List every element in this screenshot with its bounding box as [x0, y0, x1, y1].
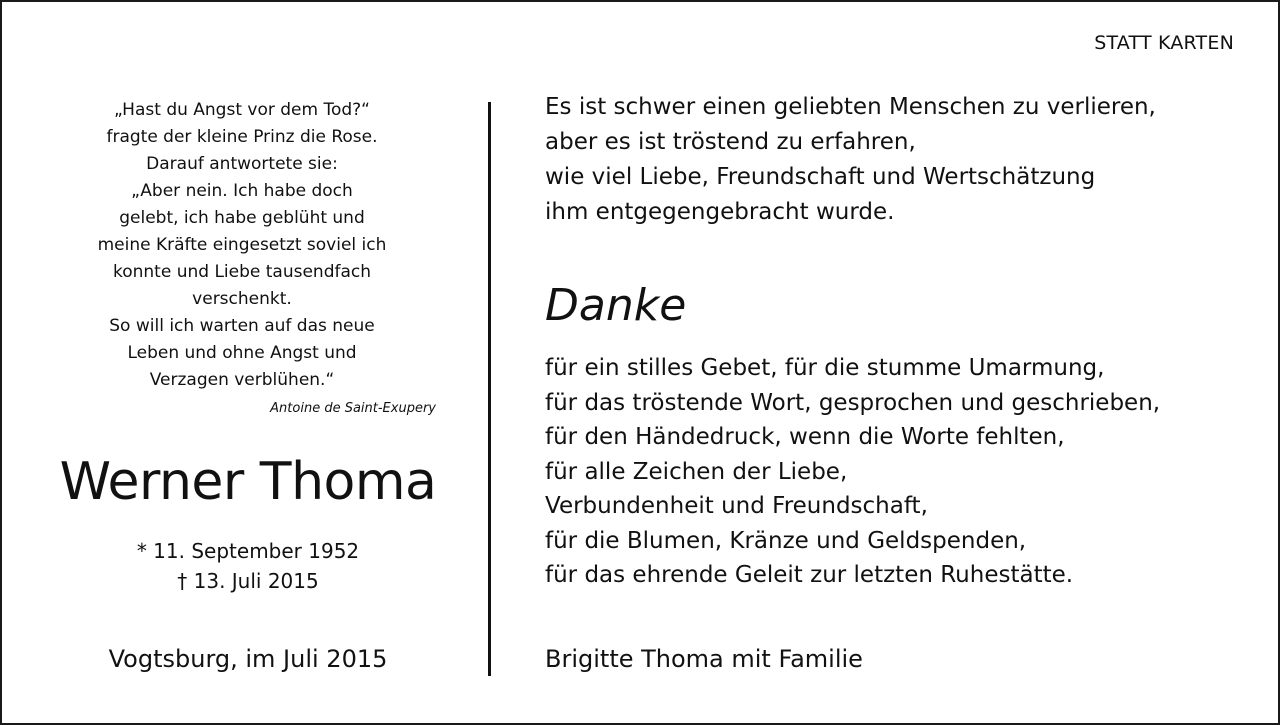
quote-line: verschenkt. [192, 289, 292, 309]
quote-author: Antoine de Saint-Exupery [270, 401, 436, 416]
deceased-name: Werner Thoma [59, 452, 437, 512]
intro-line: aber es ist tröstend zu erfahren, [545, 129, 916, 155]
intro-line: Es ist schwer einen geliebten Menschen zu verlieren, [545, 94, 1156, 120]
quote-line: gelebt, ich habe geblüht und [119, 208, 365, 228]
quote-block [62, 97, 422, 394]
danke-heading: Danke [545, 280, 687, 331]
thanks-line: für das ehrende Geleit zur letzten Ruhestätte. [545, 562, 1074, 588]
quote-line: So will ich warten auf das neue [109, 316, 375, 336]
thanks-line: für die Blumen, Kränze und Geldspenden, [545, 527, 1027, 554]
birth-date: * 11. September 1952 [136, 539, 360, 563]
thanks-line: für alle Zeichen der Liebe, [545, 458, 848, 485]
quote-line: Verzagen verblühen.“ [149, 370, 335, 390]
thanks-line: für den Händedruck, wenn die Worte fehlten, [545, 424, 1065, 450]
header-label: STATT KARTEN [1094, 32, 1234, 54]
quote-line: „Aber nein. Ich habe doch [131, 181, 353, 201]
thanks-line: für ein stilles Gebet, für die stumme Umarmung, [545, 355, 1105, 381]
quote-line: fragte der kleine Prinz die Rose. [106, 127, 378, 147]
quote-line: Leben und ohne Angst und [127, 343, 357, 363]
death-date: † 13. Juli 2015 [177, 569, 319, 593]
intro-line: wie viel Liebe, Freundschaft und Wertschätzung [545, 164, 1096, 190]
thanks-list [545, 351, 1245, 593]
quote-line: „Hast du Angst vor dem Tod?“ [113, 100, 370, 120]
quote-line: konnte und Liebe tausendfach [112, 262, 372, 282]
life-dates [38, 536, 458, 596]
thanks-line: für das tröstende Wort, gesprochen und geschrieben, [545, 389, 1161, 416]
vertical-divider [488, 102, 491, 676]
signature: Brigitte Thoma mit Familie [545, 645, 863, 673]
place-date: Vogtsburg, im Juli 2015 [108, 645, 388, 673]
intro-line: ihm entgegengebracht wurde. [545, 199, 895, 225]
intro-text [545, 90, 1245, 230]
quote-line: Darauf antwortete sie: [146, 154, 338, 174]
thanks-line: Verbundenheit und Freundschaft, [545, 493, 928, 519]
quote-line: meine Kräfte eingesetzt soviel ich [97, 235, 387, 255]
